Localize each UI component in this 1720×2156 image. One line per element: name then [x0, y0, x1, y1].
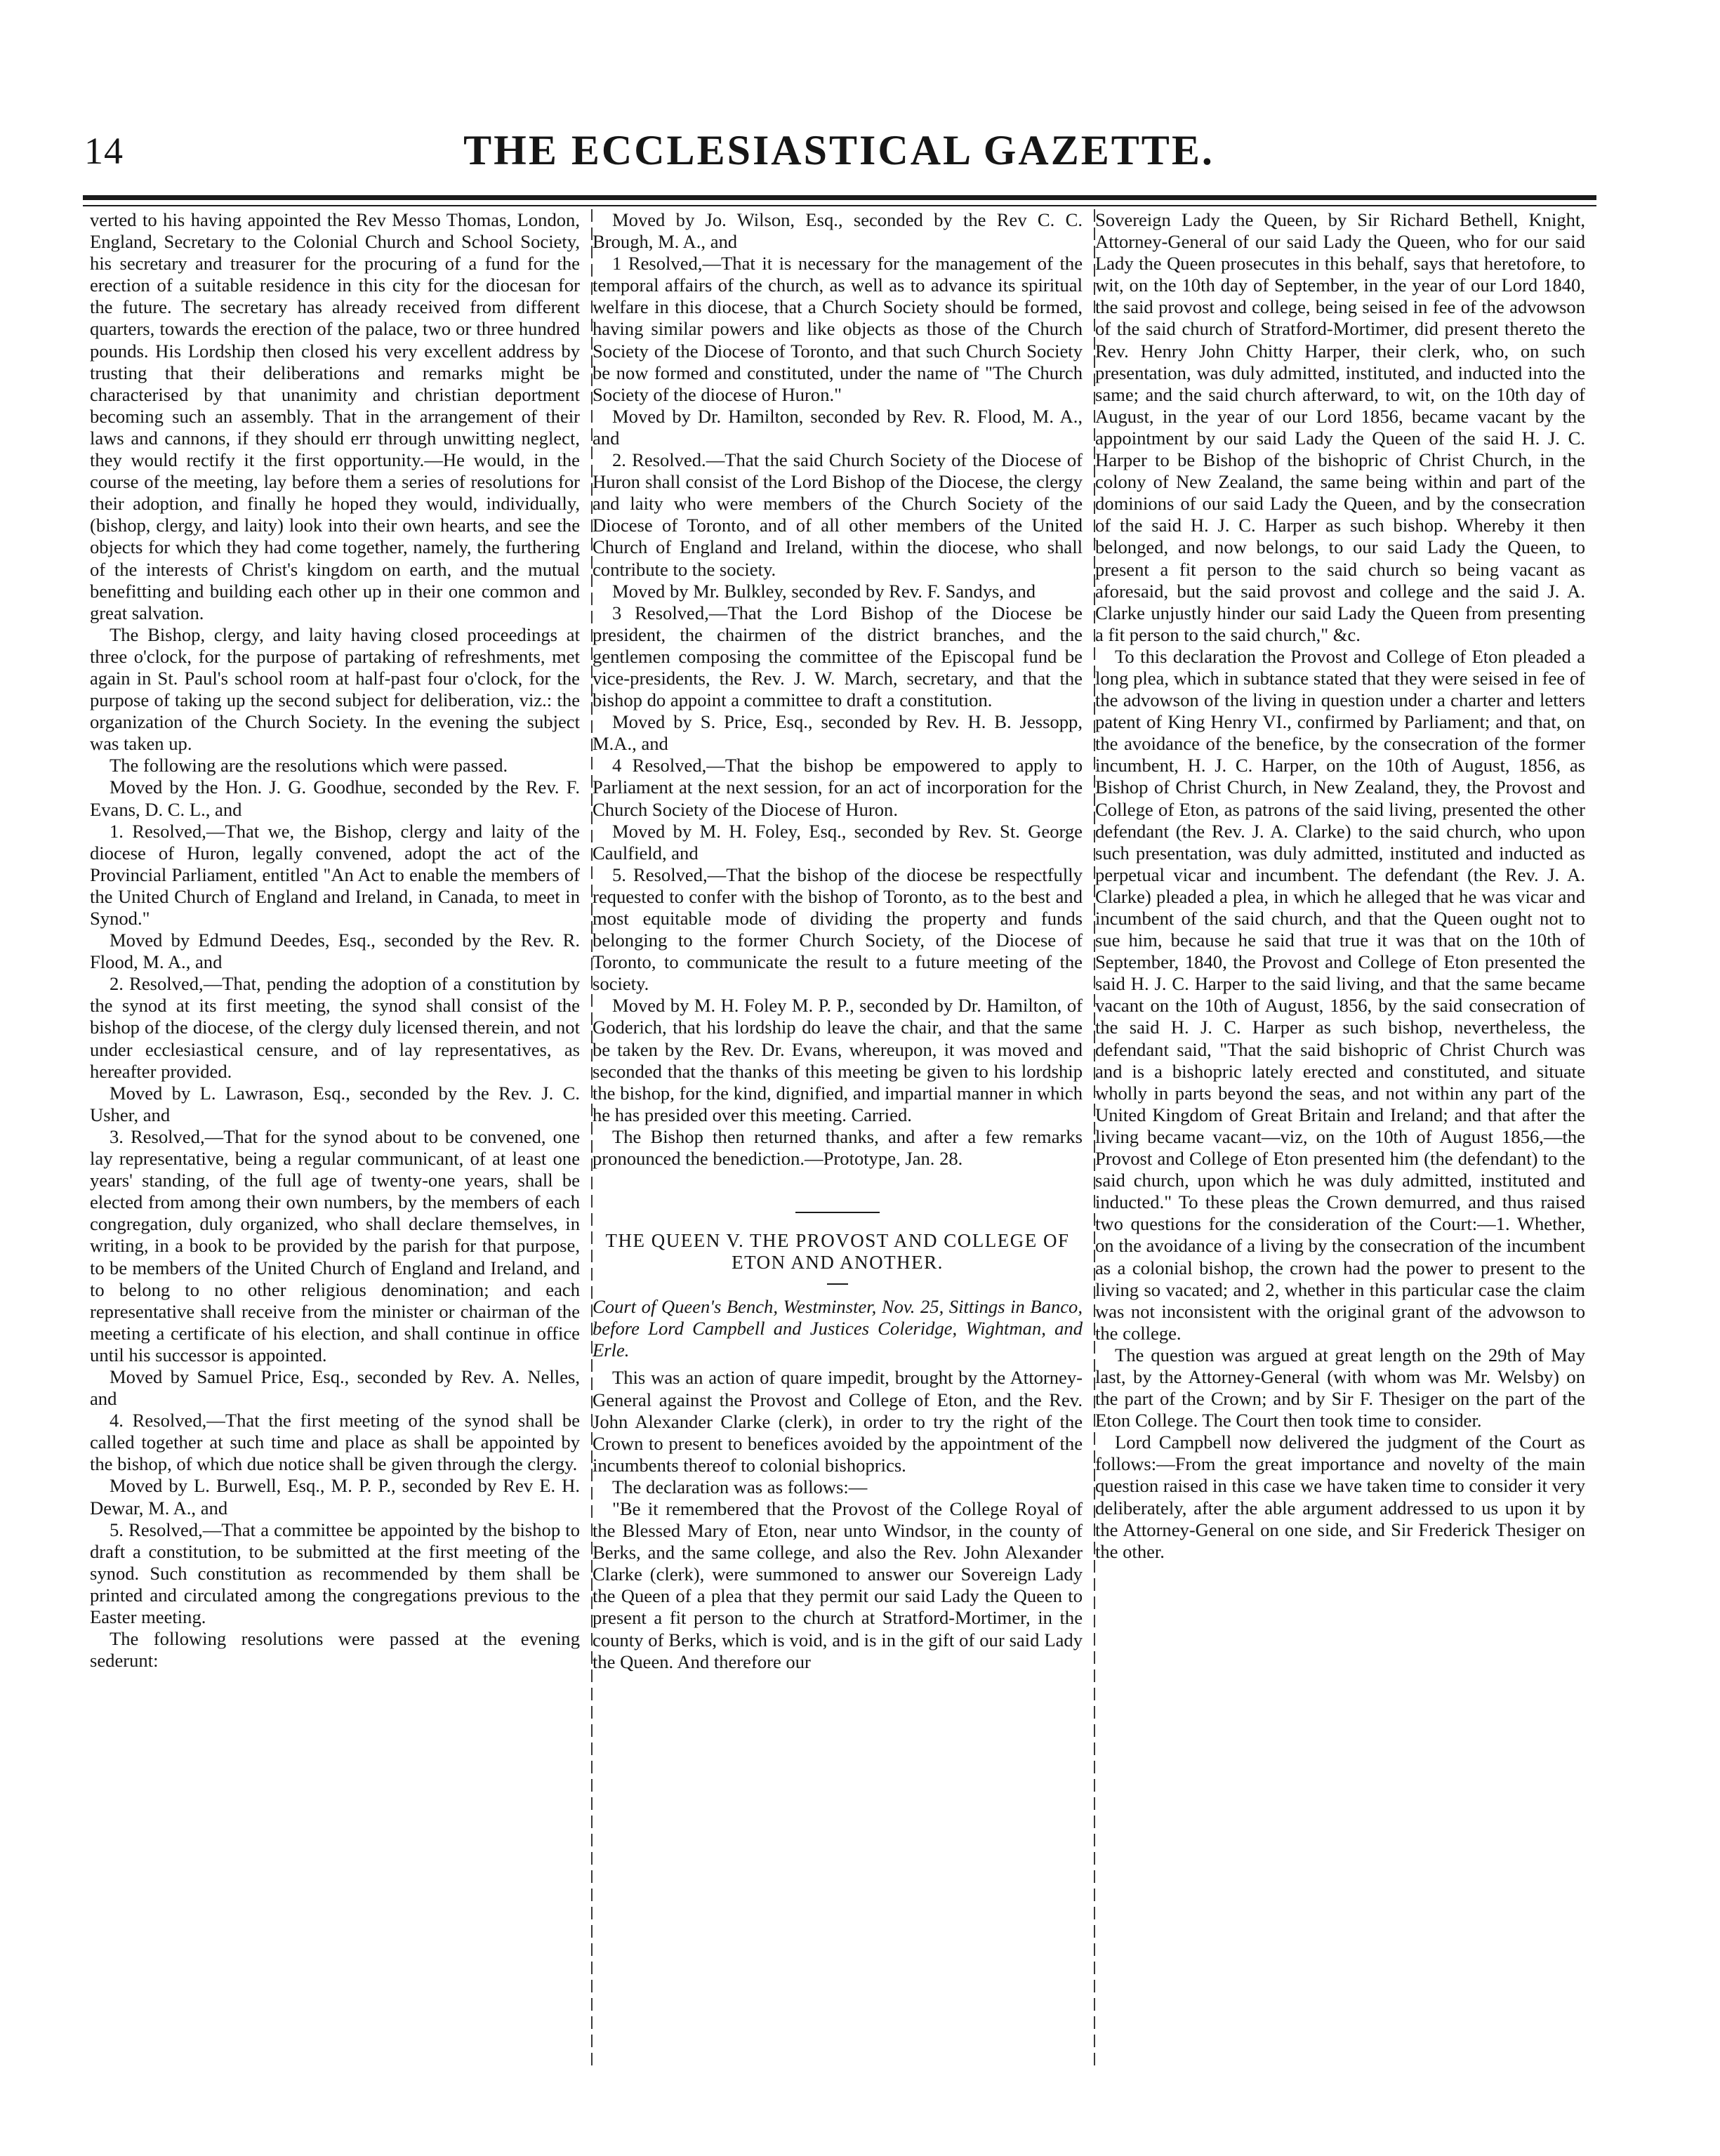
paragraph: Lord Campbell now delivered the judgment of the Court as follows:—From the great importance and novelty of the main question raised in this case we have taken time to consider it very deliberately, after the able argument addressed to us upon it by the Attorney-General on one side, and Sir Frederick Thesiger on the other.: [1095, 1431, 1585, 1562]
resolution: 1. Resolved,—That we, the Bishop, clergy and laity of the diocese of Huron, legally convened, adopt the act of the Provincial Parliament, entitled "An Act to enable the members of the United Church of England and Ireland, in Canada, to meet in Synod.": [90, 820, 580, 929]
resolution: 2. Resolved,—That, pending the adoption of a constitution by the synod at its first meeting, the synod shall consist of the bishop of the diocese, of the clergy duly licensed therein, and not under ecclesiastical censure, and of lay representatives, as hereafter provided.: [90, 973, 580, 1082]
resolution: 3 Resolved,—That the Lord Bishop of the Diocese be president, the chairmen of the district branches, and the gentlemen composing the committee of the Episcopal fund be vice-presidents, the Rev. J. W. March, secretary, and that the bishop do appoint a committee to draft a constitution.: [593, 602, 1083, 711]
resolution: 2. Resolved.—That the said Church Society of the Diocese of Huron shall consist of the Lord Bishop of the Diocese, the clergy and laity who were members of the Church Society of the Diocese of Toronto, and of all other members of the United Church of England and Ireland, within the diocese, who shall contribute to the society.: [593, 449, 1083, 580]
heading-dash: [827, 1283, 848, 1285]
journal-title: THE ECCLESIASTICAL GAZETTE.: [463, 127, 1215, 173]
paragraph: The declaration was as follows:—: [612, 1476, 868, 1497]
masthead: [84, 105, 1594, 183]
resolution: 5. Resolved,—That the bishop of the diocese be respectfully requested to confer with the bishop of Toronto, as to the best and most equitable mode of dividing the property and funds belonging to the former Church Society, of the Diocese of Toronto, to communicate the result to a future meeting of the society.: [593, 864, 1083, 995]
resolution: 3. Resolved,—That for the synod about to be convened, one lay representative, being a regular communicant, of at least one years' standing, of the full age of twenty-one years, shall be elected from among their own numbers, by the members of each congregation, duly organized, who shall declare themselves, in writing, in a book to be provided by the parish for that purpose, to be members of the United Church of England and Ireland, and to belong to no other religious denomination; and each representative shall receive from the minister or chairman of the meeting a certificate of his election, and shall continue in office until his successor is appointed.: [90, 1125, 580, 1365]
text-columns: [90, 209, 1596, 2070]
motion-line: Moved by Edmund Deedes, Esq., seconded by the Rev. R. Flood, M. A., and: [90, 930, 580, 973]
motion-line: Moved by S. Price, Esq., seconded by Rev. H. B. Jessopp, M.A., and: [593, 711, 1083, 755]
resolution: 5. Resolved,—That a committee be appointed by the bishop to draft a constitution, to be submitted at the first meeting of the synod. Such constitution as recommended by them shall be printed and circulated among the congregations previous to the Easter meeting.: [90, 1519, 580, 1627]
motion-line: Moved by L. Burwell, Esq., M. P. P., seconded by Rev E. H. Dewar, M. A., and: [90, 1475, 580, 1519]
article-heading: THE QUEEN V. THE PROVOST AND COLLEGE OF ETON AND ANOTHER.: [605, 1230, 1070, 1274]
paragraph: The following are the resolutions which were passed.: [110, 755, 508, 776]
paragraph: The Bishop, clergy, and laity having closed proceedings at three o'clock, for the purpose of partaking of refreshments, met again in St. Paul's school room at half-past four o'clock, for the purpose of taking up the second subject for deliberation, viz.: the organization of the Church Society. In the evening the subject was taken up.: [90, 623, 580, 755]
motion-line: Moved by Mr. Bulkley, seconded by Rev. F. Sandys, and: [612, 580, 1036, 602]
column-1: [90, 209, 591, 2070]
paragraph: "Be it remembered that the Provost of the College Royal of the Blessed Mary of Eton, near unto Windsor, in the county of Berks, and the same college, and also the Rev. John Alexander Clarke (clerk), were summoned to answer our Sovereign Lady the Queen of a plea that they permit our said Lady the Queen to present a fit person to the church at Stratford-Mortimer, in the county of Berks, which is void, and is in the gift of our said Lady the Queen. And therefore our: [593, 1497, 1083, 1672]
motion-line: Moved by Samuel Price, Esq., seconded by Rev. A. Nelles, and: [90, 1365, 580, 1410]
motion-line: Moved by Dr. Hamilton, seconded by Rev. R. Flood, M. A., and: [593, 405, 1083, 449]
article-separator: [795, 1212, 880, 1213]
column-2: [593, 209, 1094, 2070]
motion-line: Moved by the Hon. J. G. Goodhue, seconded by the Rev. F. Evans, D. C. L., and: [90, 776, 580, 820]
paragraph: Moved by M. H. Foley M. P. P., seconded by Dr. Hamilton, of Goderich, that his lordship do leave the chair, and that the same be taken by the Rev. Dr. Evans, whereupon, it was moved and seconded that the thanks of this meeting be given to his lordship the bishop, for the kind, dignified, and impartial manner in which he has presided over this meeting. Carried.: [593, 995, 1083, 1125]
paragraph: The question was argued at great length on the 29th of May last, by the Attorney-General (with whom was Mr. Welsby) on the part of the Crown; and by Sir F. Thesiger on the part of the Eton College. The Court then took time to consider.: [1095, 1344, 1585, 1431]
paragraph: To this declaration the Provost and College of Eton pleaded a long plea, which in subtance stated that they were seised in fee of the advowson of the living in question under a charter and letters patent of King Henry VI., confirmed by Parliament; and that, on the avoidance of the benefice, by the consecration of the former incumbent, H. J. C. Harper, on the 10th of August, 1856, as Bishop of Christ Church, in New Zealand, they, the Provost and College of Eton, as patrons of the said living, presented the other defendant (the Rev. J. A. Clarke) to the said church, who upon such presentation, was duly admitted, instituted and inducted as perpetual vicar and incumbent. The defendant (the Rev. J. A. Clarke) pleaded a plea, in which he alleged that he was vicar and incumbent of the said church, and that the Queen ought not to sue him, because he said that true it was that on the 10th of September, 1840, the Provost and College of Eton presented the said H. J. C. Harper to the said living, and that the same became vacant on the 10th of August, 1856, by the said consecration of the said H. J. C. Harper as such bishop, nevertheless, the defendant said, "That the said bishopric of Christ Church was and is a bishopric lately erected and constituted, and situate wholly in parts beyond the seas, and not within any part of the United Kingdom of Great Britain and Ireland; and that after the living became vacant—viz, on the 10th of August 1856,—the Provost and College of Eton presented him (the defendant) to the said church, upon which he was duly admitted, instituted and inducted." To these pleas the Crown demurred, and thus raised two questions for the consideration of the Court:—1. Whether, on the avoidance of a living by the consecration of the incumbent as a colonial bishop, the crown had the power to present to the living so vacated; and 2, whether in this particular case the claim was not inconsistent with the original grant of the advowson to the college.: [1095, 645, 1585, 1344]
court-citation: Court of Queen's Bench, Westminster, Nov. 25, Sittings in Banco, before Lord Campbell and Justices Coleridge, Wightman, and Erle.: [593, 1296, 1083, 1361]
paragraph: This was an action of quare impedit, brought by the Attorney-General against the Provost and College of Eton, and the Rev. John Alexander Clarke (clerk), in order to try the right of the Crown to present to benefices avoided by the appointment of the incumbents thereof to colonial bishoprics.: [593, 1367, 1083, 1476]
motion-line: Moved by M. H. Foley, Esq., seconded by Rev. St. George Caulfield, and: [593, 820, 1083, 864]
header-rule-thin: [83, 205, 1596, 206]
header-rule-thick: [83, 195, 1596, 200]
column-3: [1095, 209, 1596, 2070]
paragraph: The Bishop then returned thanks, and after a few remarks pronounced the benediction.—Prototype, Jan. 28.: [593, 1125, 1083, 1170]
resolution: 4 Resolved,—That the bishop be empowered to apply to Parliament at the next session, for an act of incorporation for the Church Society of the Diocese of Huron.: [593, 755, 1083, 820]
paragraph: verted to his having appointed the Rev Messo Thomas, London, England, Secretary to the Colonial Church and School Society, his secretary and treasurer for the procuring of a fund for the erection of a suitable residence in this city for the diocesan for the future. The secretary has already received from different quarters, towards the erection of the palace, two or three hundred pounds. His Lordship then closed his very excellent address by trusting that their deliberations and remarks might be characterised by that unanimity and christian deportment becoming such an assembly. That in the arrangement of their laws and cannons, if they should err through unwitting neglect, they would rectify it the first opportunity.—He would, in the course of the meeting, lay before them a series of resolutions for their adoption, and finally he hoped they would, individually, (bishop, clergy, and laity) look into their own hearts, and see the objects for which they had come together, namely, the furthering of the interests of Christ's kingdom on earth, and the mutual benefitting and building each other up in their one common and great salvation.: [90, 209, 580, 623]
resolution: 4. Resolved,—That the first meeting of the synod shall be called together at such time and place as shall be appointed by the bishop, of which due notice shall be given through the clergy.: [90, 1410, 580, 1475]
motion-line: Moved by Jo. Wilson, Esq., seconded by the Rev C. C. Brough, M. A., and: [593, 209, 1083, 253]
paragraph: The following resolutions were passed at the evening sederunt:: [90, 1628, 580, 1672]
page-number: 14: [84, 130, 124, 172]
resolution: 1 Resolved,—That it is necessary for the management of the temporal affairs of the church, as well as to advance its spiritual welfare in this diocese, that a Church Society should be formed, having similar powers and like objects as those of the Church Society of the Diocese of Toronto, and that such Church Society be now formed and constituted, under the name of "The Church Society of the diocese of Huron.": [593, 253, 1083, 405]
paragraph: Sovereign Lady the Queen, by Sir Richard Bethell, Knight, Attorney-General of our said Lady the Queen, who for our said Lady the Queen prosecutes in this behalf, says that heretofore, to wit, on the 10th day of September, in the year of our Lord 1840, the said provost and college, being seised in fee of the advowson of the said church of Stratford-Mortimer, did present thereto the Rev. Henry John Chitty Harper, their clerk, who, on such presentation, was duly admitted, instituted, and inducted into the same; and the said church afterward, to wit, on the 10th day of August, in the year of our Lord 1856, became vacant by the appointment by our said Lady the Queen of the said H. J. C. Harper to be Bishop of the bishopric of Christ Church, in the colony of New Zealand, the same being within and part of the dominions of our said Lady the Queen, and by the consecration of the said H. J. C. Harper as such bishop. Whereby it then belonged, and now belongs, to our said Lady the Queen, to present a fit person to the said church so being vacant as aforesaid, but the said provost and college and the said J. A. Clarke unjustly hinder our said Lady the Queen from presenting a fit person to the said church," &c.: [1095, 209, 1585, 645]
motion-line: Moved by L. Lawrason, Esq., seconded by the Rev. J. C. Usher, and: [90, 1082, 580, 1125]
